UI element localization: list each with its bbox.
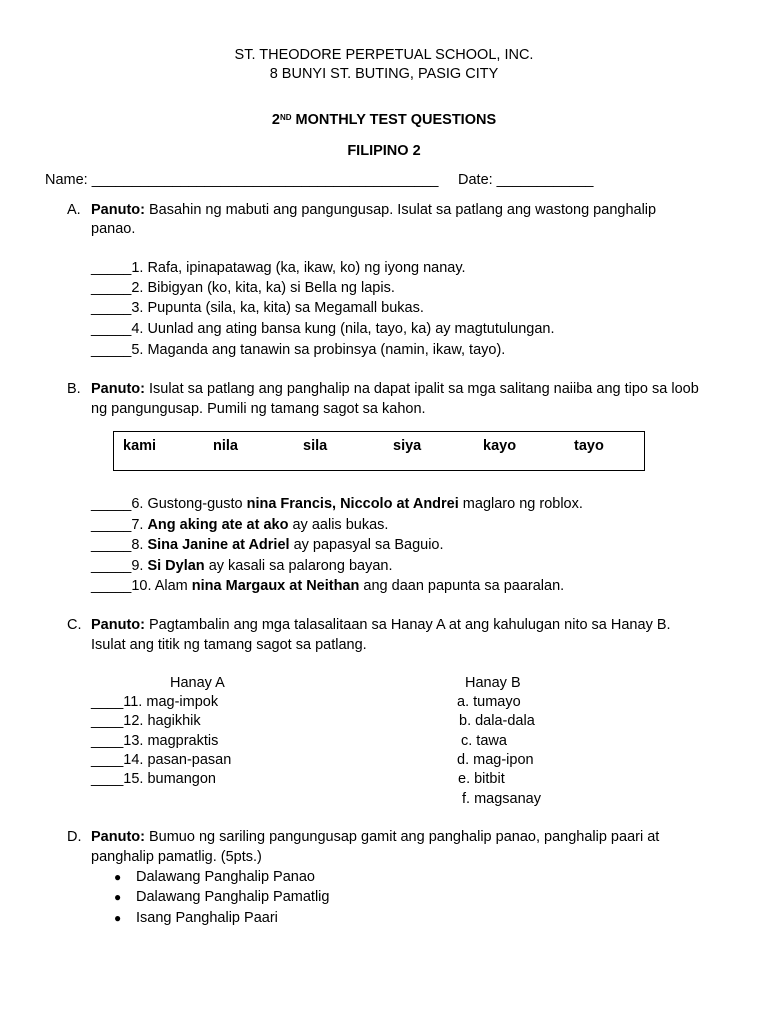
bullet-item: Dalawang Panghalip Panao (136, 869, 315, 885)
bullet-dot: ● (114, 911, 122, 925)
question-item[interactable] (91, 577, 564, 595)
question-item[interactable]: _____5. Maganda ang tanawin sa probinsya (namin, ikaw, tayo). (91, 342, 506, 358)
item-highlight: Si Dylan (147, 558, 205, 574)
matching-choice: b. dala-dala (459, 713, 535, 729)
item-highlight: Ang aking ate at ako (147, 517, 289, 533)
question-item[interactable] (91, 516, 388, 534)
item-highlight: nina Francis, Niccolo at Andrei (246, 496, 459, 512)
item-text: maglaro ng roblox. (458, 496, 583, 512)
hanay-a-title: Hanay A (170, 675, 225, 691)
matching-item[interactable]: ____15. bumangon (91, 771, 216, 787)
bullet-dot: ● (114, 890, 122, 904)
choice-word: sila (303, 438, 328, 454)
section-c-instruction (91, 616, 671, 634)
item-text: ay papasyal sa Baguio. (289, 537, 444, 553)
panuto-label: Panuto: (91, 202, 145, 218)
question-item[interactable]: _____2. Bibigyan (ko, kita, ka) si Bella ng lapis. (91, 280, 395, 296)
choice-word: tayo (574, 438, 604, 454)
item-highlight: Sina Janine at Adriel (147, 537, 290, 553)
matching-item[interactable]: ____14. pasan-pasan (91, 752, 232, 768)
section-d-instruction-cont: panghalip pamatlig. (5pts.) (91, 849, 262, 865)
section-a-letter: A. (67, 202, 81, 218)
item-highlight: nina Margaux at Neithan (191, 578, 360, 594)
matching-choice: a. tumayo (457, 694, 521, 710)
item-text: _____10. Alam (91, 578, 192, 594)
bullet-item: Dalawang Panghalip Pamatlig (136, 889, 330, 905)
choice-word: kami (123, 438, 157, 454)
section-b-instruction-cont: ng pangungusap. Pumili ng tamang sagot sa kahon. (91, 401, 426, 417)
matching-choice: c. tawa (461, 733, 507, 749)
matching-choice: d. mag-ipon (457, 752, 534, 768)
choice-word: siya (393, 438, 422, 454)
school-name: ST. THEODORE PERPETUAL SCHOOL, INC. (234, 47, 534, 63)
question-item[interactable] (91, 557, 393, 575)
section-c-letter: C. (67, 617, 82, 633)
section-a-instruction (91, 201, 656, 219)
bullet-item: Isang Panghalip Paari (136, 910, 278, 926)
school-address: 8 BUNYI ST. BUTING, PASIG CITY (269, 66, 499, 82)
subject-title: FILIPINO 2 (347, 143, 421, 159)
instruction-text: Isulat sa patlang ang panghalip na dapat ipalit sa mga salitang naiiba ang tipo sa loob (144, 381, 699, 397)
choices-box (113, 431, 645, 471)
item-text: ay kasali sa palarong bayan. (204, 558, 393, 574)
test-number-suffix: ND (279, 113, 292, 122)
panuto-label: Panuto: (91, 829, 145, 845)
test-number: 2 (271, 112, 280, 128)
choice-word: kayo (483, 438, 517, 454)
section-c-instruction-cont: Isulat ang titik ng tamang sagot sa patlang. (91, 637, 367, 653)
test-title (0, 111, 768, 129)
section-b-instruction (91, 380, 699, 398)
panuto-label: Panuto: (91, 617, 145, 633)
matching-item[interactable]: ____12. hagikhik (91, 713, 201, 729)
matching-item[interactable]: ____13. magpraktis (91, 733, 219, 749)
instruction-text: Basahin ng mabuti ang pangungusap. Isulat sa patlang ang wastong panghalip (144, 202, 657, 218)
item-text: ay aalis bukas. (288, 517, 389, 533)
question-item[interactable]: _____4. Uunlad ang ating bansa kung (nila, tayo, ka) ay magtutulungan. (91, 321, 555, 337)
item-text: _____6. Gustong-gusto (91, 496, 247, 512)
hanay-b-title: Hanay B (465, 675, 521, 691)
matching-choice: f. magsanay (462, 791, 541, 807)
choice-word: nila (213, 438, 238, 454)
matching-item[interactable]: ____11. mag-impok (91, 694, 219, 710)
item-text: _____7. (91, 517, 148, 533)
item-text: ang daan papunta sa paaralan. (359, 578, 565, 594)
item-text: _____9. (91, 558, 148, 574)
date-field[interactable]: Date: ____________ (458, 172, 594, 188)
section-d-letter: D. (67, 829, 82, 845)
item-text: _____8. (91, 537, 148, 553)
panuto-label: Panuto: (91, 381, 145, 397)
instruction-text: Pagtambalin ang mga talasalitaan sa Hanay A at ang kahulugan nito sa Hanay B. (144, 617, 671, 633)
section-d-instruction (91, 828, 659, 846)
instruction-text: Bumuo ng sariling pangungusap gamit ang panghalip panao, panghalip paari at (144, 829, 660, 845)
name-field[interactable]: Name: ___________________________________________ (45, 172, 439, 188)
question-item[interactable] (91, 495, 583, 513)
matching-choice: e. bitbit (458, 771, 505, 787)
section-b-letter: B. (67, 381, 81, 397)
question-item[interactable]: _____3. Pupunta (sila, ka, kita) sa Megamall bukas. (91, 300, 424, 316)
question-item[interactable]: _____1. Rafa, ipinapatawag (ka, ikaw, ko) ng iyong nanay. (91, 260, 466, 276)
test-title-text: MONTHLY TEST QUESTIONS (291, 112, 497, 128)
question-item[interactable] (91, 536, 444, 554)
bullet-dot: ● (114, 870, 122, 884)
section-a-instruction-cont: panao. (91, 221, 136, 237)
